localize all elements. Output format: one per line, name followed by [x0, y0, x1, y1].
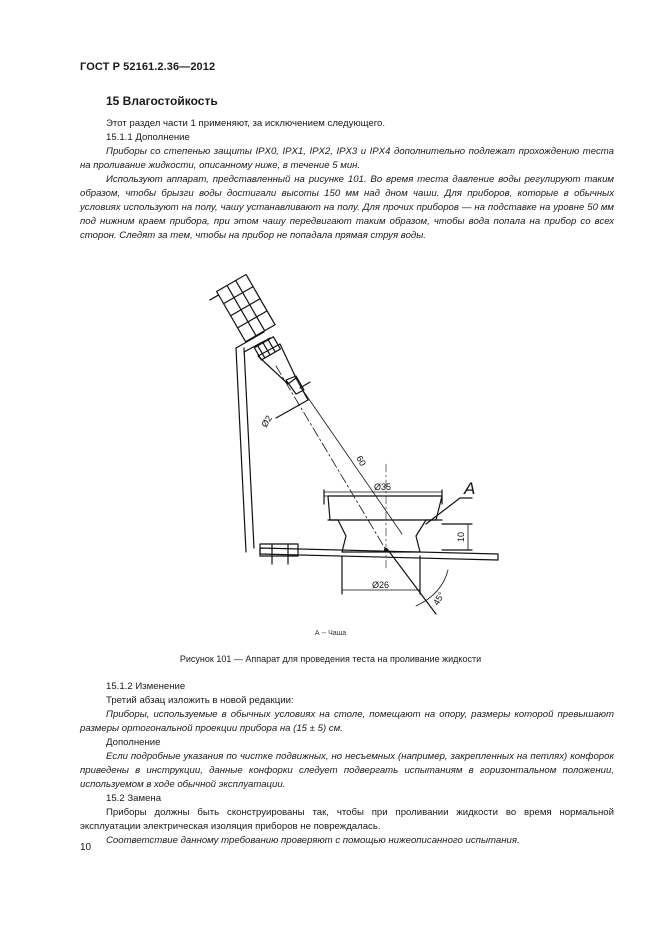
paragraph: Приборы со степенью защиты IPX0, IPX1, IPX2, IPX3 и IPX4 дополнительно подлежат прохождению теста на проливание жидкости, описанному ниже, в течение 5 мин.	[80, 146, 614, 171]
spray-point	[384, 548, 388, 552]
paragraph: Этот раздел части 1 применяют, за исключением следующего.	[106, 118, 386, 129]
label-A: A	[464, 479, 476, 498]
paragraph: Третий абзац изложить в новой редакции:	[106, 695, 294, 706]
page-number: 10	[80, 842, 92, 853]
document-header: ГОСТ Р 52161.2.36—2012	[80, 61, 216, 73]
apparatus-drawing	[180, 268, 520, 618]
figure-legend: А -- Чаша	[314, 630, 347, 637]
dim-line	[276, 400, 308, 418]
dim-line	[296, 378, 308, 400]
paragraph: Если подробные указания по чистке подвижных, но несъемных (например, закрепленных на петлях) конфорок приведены в инструкции, данные конфорки следует подвергать испытаниям в горизонтальном положении, используемом в ходе обычной эксплуатации.	[80, 751, 614, 790]
figure-101	[180, 268, 520, 618]
leader-line	[426, 498, 460, 524]
figure-caption: Рисунок 101 — Аппарат для проведения теста на проливание жидкости	[179, 654, 482, 664]
spray-centreline	[276, 366, 386, 550]
paragraph: Приборы, используемые в обычных условиях на столе, помещают на опору, размеры которой превышают размеры ортогональной проекции прибора на (15 ± 5) см.	[80, 709, 614, 734]
label-angle: 45°	[431, 590, 447, 607]
paragraph: 15.2 Замена	[106, 793, 162, 804]
paragraph: Соответствие данному требованию проверяют с помощью нижеописанного испытания.	[106, 835, 520, 846]
label-60: 60	[354, 454, 368, 468]
paragraph: Приборы должны быть сконструированы так, чтобы при проливании жидкости во время нормальной эксплуатации электрическая изоляция приборов не повреждалась.	[80, 807, 614, 832]
paragraph: Используют аппарат, представленный на рисунке 101. Во время теста давление воды регулируют таким образом, чтобы брызги воды достигали высоты 150 мм над дном чаши. Для приборов, которые в обычных условиях используют на полу, чашу устанавливают на полу. Для прочих приборов — на подставке на уровне 50 мм под нижним краем прибора, при этом чашу передвигают таким образом, чтобы вода попала на прибор со всех сторон. Следят за тем, чтобы на прибор не попадала прямая струя воды.	[80, 174, 614, 241]
label-h10: 10	[456, 531, 466, 542]
dim-line	[304, 392, 402, 534]
upper-arm	[236, 332, 264, 348]
section-title: 15 Влагостойкость	[106, 94, 218, 108]
nozzle-housing	[208, 274, 275, 346]
support-rod	[244, 348, 254, 548]
text-block-intro	[80, 117, 614, 243]
bowl-outline	[328, 496, 442, 552]
label-d26: Ø26	[372, 580, 390, 590]
text-block-changes	[80, 680, 614, 848]
paragraph: 15.1.2 Изменение	[106, 681, 186, 692]
support-rod	[236, 348, 246, 552]
paragraph: 15.1.1 Дополнение	[106, 132, 190, 143]
angle-line	[388, 550, 436, 614]
paragraph: Дополнение	[106, 737, 161, 748]
label-d35: Ø35	[374, 482, 392, 492]
label-d2: Ø2	[259, 413, 275, 430]
